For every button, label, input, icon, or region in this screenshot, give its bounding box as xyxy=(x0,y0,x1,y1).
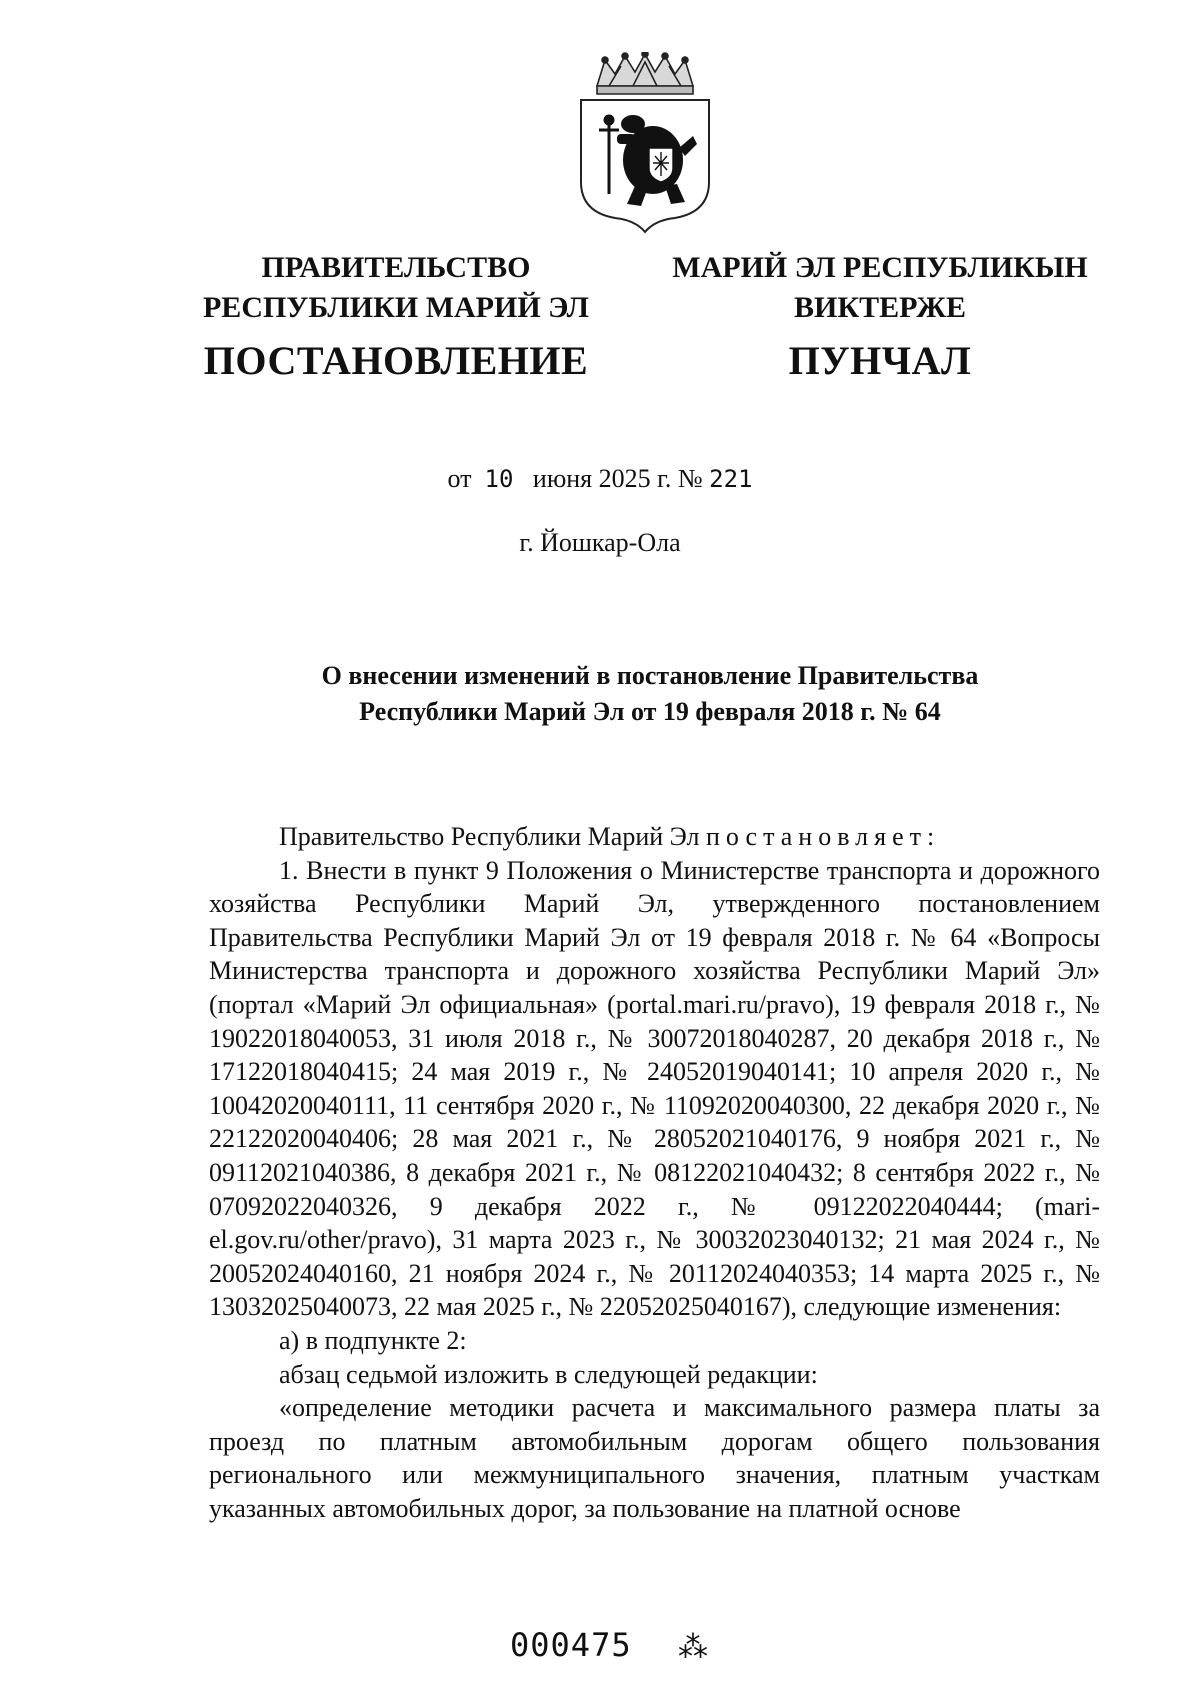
date-month-year: июня 2025 г. № xyxy=(532,464,703,493)
date-prefix: от xyxy=(447,464,472,493)
header-right xyxy=(660,248,1100,386)
header-left-line2: РЕСПУБЛИКИ МАРИЙ ЭЛ xyxy=(202,291,589,324)
preamble-decree-word: постановляет: xyxy=(705,822,941,851)
document-number: 221 xyxy=(709,465,753,493)
ornament-shield-icon xyxy=(649,148,673,182)
coat-of-arms-emblem xyxy=(575,52,715,234)
header-left xyxy=(196,248,596,386)
title-line1: О внесении изменений в постановление Правительства xyxy=(321,661,979,690)
header-right-line2: ВИКТЕРЖЕ xyxy=(793,291,967,324)
header-right-doctype: ПУНЧАЛ xyxy=(788,338,972,383)
body-paragraph-subitem-a: а) в подпункте 2: xyxy=(279,1325,467,1355)
body-paragraph-item-1: 1. Внести в пункт 9 Положения о Министерстве транспорта и дорожного хозяйства Республики Марий Эл, утвержденного постановлением Правительства Республики Марий Эл от 19 февраля 2018 г. № 64 «Вопросы Министерства транспорта и дорожного хозяйства Республики Марий Эл» (портал «Марий Эл официальная» (portal.mari.ru/pravo), 19 февраля 2018 г., № 19022018040053, 31 июля 2018 г., № 30072018040287, 20 декабря 2018 г., № 17122018040415; 24 мая 2019 г., № 24052019040141; 10 апреля 2020 г., № 10042020040111, 11 сентября 2020 г., № 11092020040300, 22 декабря 2020 г., № 22122020040406; 28 мая 2021 г., № 28052021040176, 9 ноября 2021 г., № 09112021040386, 8 декабря 2021 г., № 08122021040432; 8 сентября 2022 г., № 07092022040326, 9 декабря 2022 г., № 09122022040444; (mari-el.gov.ru/other/pravo), 31 марта 2023 г., № 30032023040132; 21 мая 2024 г., № 20052024040160, 21 ноября 2024 г., № 20112024040353; 14 марта 2025 г., № 13032025040073, 22 мая 2025 г., № 22052025040167), следующие изменения: xyxy=(209,855,1100,1322)
title-line2: Республики Марий Эл от 19 февраля 2018 г. № 64 xyxy=(359,697,941,726)
serial-number: 000475 xyxy=(510,1626,632,1664)
document-title xyxy=(200,658,1100,730)
crown-icon xyxy=(597,52,693,94)
body-paragraph-preamble xyxy=(209,820,1100,854)
date-day: 10 xyxy=(484,465,514,493)
serial-mark-icon: ⁂ xyxy=(678,1630,708,1665)
preamble-text: Правительство Республики Марий Эл xyxy=(279,822,700,851)
document-date-line xyxy=(0,464,1200,494)
document-body xyxy=(209,820,1100,1525)
body-paragraph-instruction: абзац седьмой изложить в следующей редакции: xyxy=(279,1359,818,1389)
header-right-line1: МАРИЙ ЭЛ РЕСПУБЛИКЫН xyxy=(672,251,1088,284)
body-paragraph-new-text: «определение методики расчета и максимального размера платы за проезд по платным автомобильным дорогам общего пользования регионального или межмуниципального значения, платным участкам указанных автомобильных дорог, за пользование на платной основе xyxy=(209,1393,1100,1523)
document-city: г. Йошкар-Ола xyxy=(519,528,681,557)
header-left-doctype: ПОСТАНОВЛЕНИЕ xyxy=(203,338,589,383)
header-left-line1: ПРАВИТЕЛЬСТВО xyxy=(261,251,531,284)
